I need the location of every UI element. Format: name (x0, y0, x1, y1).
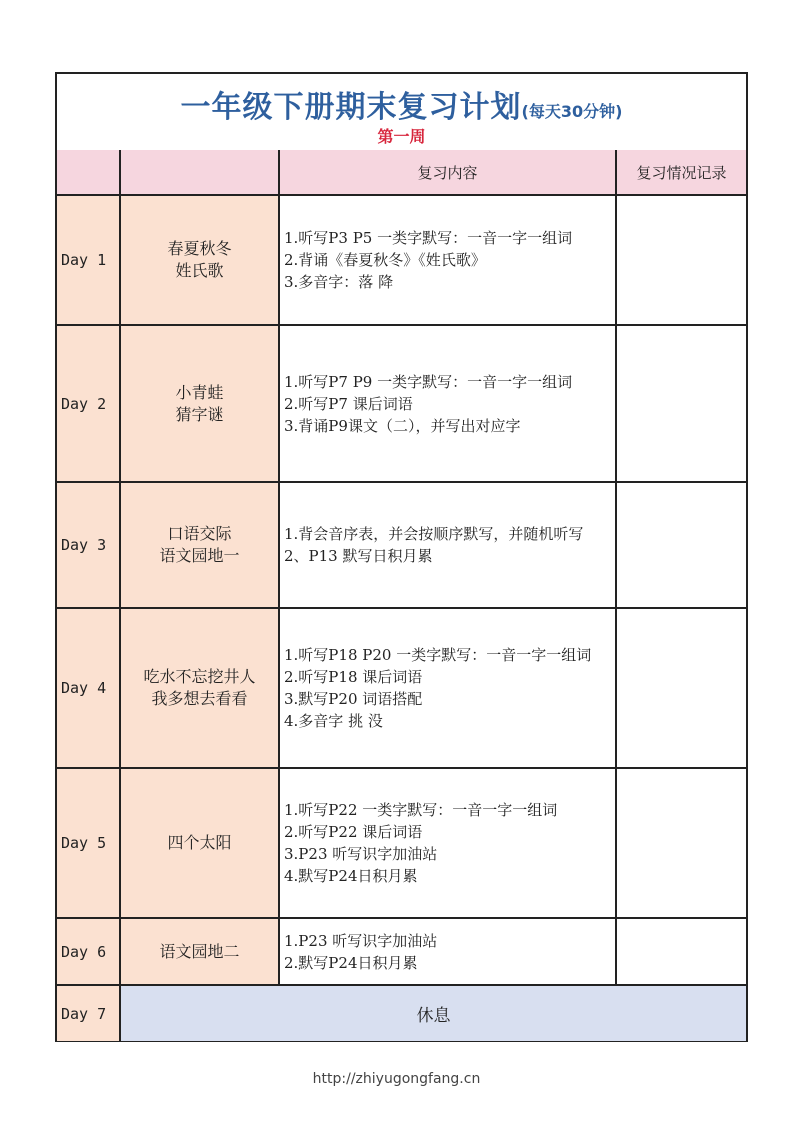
lesson-name: 小青蛙 (175, 382, 224, 402)
plan-title (57, 82, 746, 126)
content-cell (279, 325, 616, 482)
content-item: 4.默写P24日积月累 (284, 867, 418, 885)
lesson-name: 吃水不忘挖井人 (143, 667, 256, 686)
content-item: 1.听写P3 P5 一类字默写：一音一字一组词 (284, 229, 573, 247)
table-row (57, 918, 746, 985)
lesson-name: 四个太阳 (167, 833, 232, 852)
title-box (57, 74, 746, 152)
lesson-name: 语文园地一 (159, 546, 240, 565)
day-cell: Day 6 (57, 918, 120, 985)
table-row (57, 195, 746, 325)
content-cell (279, 195, 616, 325)
table-row (57, 608, 746, 768)
content-cell (279, 768, 616, 918)
day-cell: Day 5 (57, 768, 120, 918)
review-plan-sheet (55, 72, 748, 1042)
table-header-row (57, 150, 746, 195)
content-item: 2.背诵《春夏秋冬》《姓氏歌》 (284, 251, 486, 269)
lesson-cell (120, 325, 279, 482)
day-cell: Day 4 (57, 608, 120, 768)
plan-title-note: (每天30分钟) (521, 102, 623, 121)
content-item: 3.P23 听写识字加油站 (284, 845, 438, 863)
rest-label: 休息 (120, 985, 746, 1041)
record-cell[interactable] (616, 918, 746, 985)
record-cell[interactable] (616, 608, 746, 768)
content-item: 2.默写P24日积月累 (284, 953, 418, 972)
day-cell: Day 3 (57, 482, 120, 608)
rest-row (57, 985, 746, 1041)
week-label: 第一周 (377, 127, 426, 146)
content-item: 2.听写P7 课后词语 (284, 394, 413, 413)
table-row (57, 482, 746, 608)
content-item: 1.P23 听写识字加油站 (284, 931, 438, 950)
plan-table (57, 150, 746, 1041)
day-cell: Day 1 (57, 195, 120, 325)
lesson-name: 口语交际 (167, 524, 232, 543)
header-content: 复习内容 (279, 150, 616, 195)
lesson-cell (120, 608, 279, 768)
record-cell[interactable] (616, 325, 746, 482)
content-item: 1.听写P22 一类字默写：一音一字一组词 (284, 801, 558, 819)
content-item: 1.听写P7 P9 一类字默写：一音一字一组词 (284, 372, 573, 391)
record-cell[interactable] (616, 482, 746, 608)
footer-url: http://zhiyugongfang.cn (312, 1071, 481, 1087)
content-item: 2、P13 默写日积月累 (284, 547, 433, 565)
lesson-name: 春夏秋冬 (167, 239, 232, 258)
content-item: 3.默写P20 词语搭配 (284, 690, 423, 708)
lesson-cell (120, 482, 279, 608)
table-row (57, 768, 746, 918)
content-item: 1.听写P18 P20 一类字默写：一音一字一组词 (284, 646, 592, 664)
content-item: 4.多音字 挑 没 (284, 712, 383, 730)
table-row (57, 325, 746, 482)
table-body (57, 195, 746, 1041)
header-record: 复习情况记录 (616, 150, 746, 195)
lesson-name: 姓氏歌 (175, 261, 224, 280)
header-lesson (120, 150, 279, 195)
lesson-cell (120, 195, 279, 325)
day-cell: Day 2 (57, 325, 120, 482)
lesson-cell (120, 918, 279, 985)
content-item: 2.听写P22 课后词语 (284, 823, 423, 841)
content-cell (279, 608, 616, 768)
plan-title-text: 一年级下册期末复习计划 (180, 90, 522, 125)
rest-day-cell: Day 7 (57, 985, 120, 1041)
content-item: 2.听写P18 课后词语 (284, 668, 423, 686)
content-item: 3.背诵P9课文（二），并写出对应字 (284, 416, 521, 435)
record-cell[interactable] (616, 195, 746, 325)
content-cell (279, 918, 616, 985)
lesson-name: 语文园地二 (159, 941, 240, 961)
record-cell[interactable] (616, 768, 746, 918)
header-day (57, 150, 120, 195)
content-item: 1.背会音序表，并会按顺序默写，并随机听写 (284, 525, 584, 543)
lesson-name: 我多想去看看 (151, 689, 248, 708)
lesson-name: 猜字谜 (175, 404, 224, 424)
content-cell (279, 482, 616, 608)
lesson-cell (120, 768, 279, 918)
content-item: 3.多音字：落 降 (284, 273, 394, 291)
